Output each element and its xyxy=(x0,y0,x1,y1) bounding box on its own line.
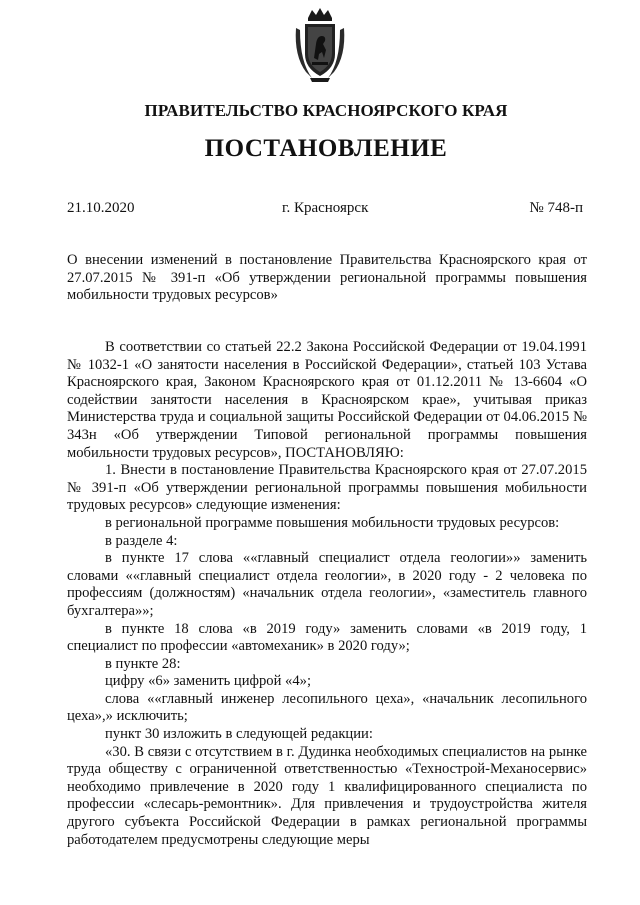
body-paragraph: в пункте 18 слова «в 2019 году» заменить словами «в 2019 году, 1 специалист по профессии «автомеханик» в 2020 году»; xyxy=(67,620,587,655)
body-paragraph: цифру «6» заменить цифрой «4»; xyxy=(105,673,311,690)
document-subject: О внесении изменений в постановление Правительства Красноярского края от 27.07.2015 № 391-п «Об утверждении региональной программы повышения мобильности трудовых ресурсов» xyxy=(67,252,587,304)
document-date: 21.10.2020 xyxy=(67,200,135,216)
document-number: № 748-п xyxy=(529,200,583,216)
body-paragraph: 1. Внести в постановление Правительства Красноярского края от 27.07.2015 № 391-п «Об утверждении региональной программы повышения мобильности трудовых ресурсов» следующие изменения: xyxy=(67,462,587,514)
body-paragraph: в пункте 28: xyxy=(105,655,181,672)
body-paragraph: в пункте 17 слова ««главный специалист отдела геологии»» заменить словами ««главный специалист отдела геологии», в 2020 году - 2 человека по профессиям (должностям) «начальник отдела геологии», «заместитель главного бухгалтера»»; xyxy=(67,550,587,619)
body-paragraph: в разделе 4: xyxy=(105,532,178,549)
document-city: г. Красноярск xyxy=(282,200,369,216)
government-name: ПРАВИТЕЛЬСТВО КРАСНОЯРСКОГО КРАЯ xyxy=(144,101,508,120)
body-paragraph: «30. В связи с отсутствием в г. Дудинка необходимых специалистов на рынке труда обществу с ограниченной ответственностью «Технострой-Механосервис» необходимо привлечение в 2020 году 1 квалифицированного специалиста по профессии «слесарь-ремонтник». Для привлечения и трудоустройства жителя другого субъекта Российской Федерации в рамках региональной программы работодателем предусмотрены следующие меры xyxy=(67,743,587,848)
preamble-paragraph: В соответствии со статьей 22.2 Закона Российской Федерации от 19.04.1991 № 1032-1 «О занятости населения в Российской Федерации», статьей 103 Устава Красноярского края, Законом Красноярского края от 01.12.2011 № 13-6604 «О содействии занятости населения в Красноярском крае», учитывая приказ Министерства труда и социальной защиты Российской Федерации от 04.06.2015 № 343н «Об утверждении Типовой региональной программы повышения мобильности трудовых ресурсов», ПОСТАНОВЛЯЮ: xyxy=(67,339,587,461)
document-type-title: ПОСТАНОВЛЕНИЕ xyxy=(204,135,448,162)
body-paragraph: пункт 30 изложить в следующей редакции: xyxy=(105,726,373,743)
coat-of-arms-icon xyxy=(290,6,350,84)
document-body xyxy=(67,339,587,849)
body-paragraph: в региональной программе повышения мобильности трудовых ресурсов: xyxy=(105,514,560,531)
body-paragraph: слова ««главный инженер лесопильного цеха», «начальник лесопильного цеха»,» исключить; xyxy=(67,690,587,725)
